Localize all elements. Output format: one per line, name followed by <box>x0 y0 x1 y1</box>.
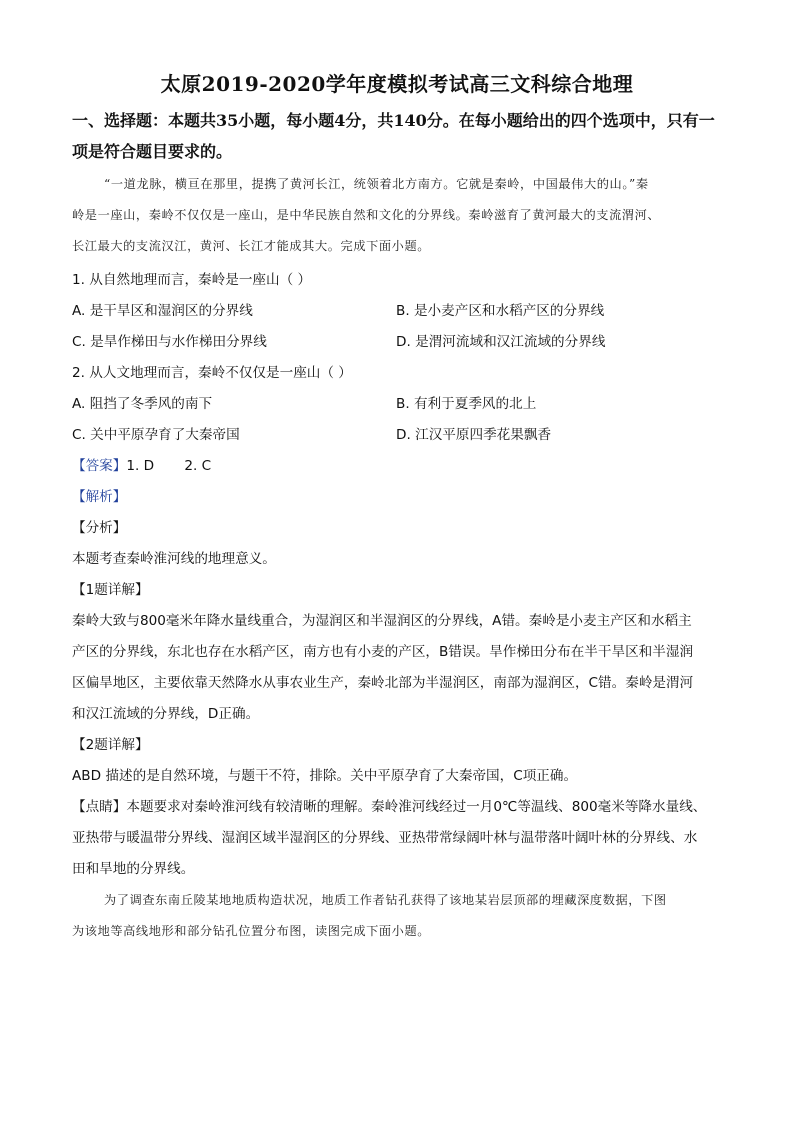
q2-option-c: C. 关中平原孕育了大秦帝国 <box>72 427 240 443</box>
q1-option-a: A. 是干旱区和湿润区的分界线 <box>72 303 253 319</box>
detail-1-tag: 【1题详解】 <box>72 582 149 598</box>
q1-option-b: B. 是小麦产区和水稻产区的分界线 <box>396 303 605 319</box>
section-heading-line-1: 一、选择题：本题共35小题，每小题4分，共140分。在每小题给出的四个选项中，只有一 <box>72 111 715 130</box>
dianjing-line-1 <box>72 795 722 815</box>
detail-1-line-2: 产区的分界线，东北也存在水稻产区，南方也有小麦的产区，B错误。旱作梯田分布在半干旱区和半湿润 <box>72 644 694 660</box>
analysis-tag: 【解析】 <box>72 489 127 505</box>
q2-option-d: D. 江汉平原四季花果飘香 <box>396 427 552 443</box>
passage1-line-3: 长江最大的支流汉江，黄河、长江才能成其大。完成下面小题。 <box>72 239 431 253</box>
question-1-stem: 1. 从自然地理而言，秦岭是一座山（ ） <box>72 272 312 288</box>
passage1-line-2: 岭是一座山，秦岭不仅仅是一座山，是中华民族自然和文化的分界线。秦岭滋育了黄河最大的支流渭河、 <box>72 208 661 222</box>
detail-1-line-4: 和汉江流域的分界线，D正确。 <box>72 706 260 722</box>
passage2-line-1: 为了调查东南丘陵某地地质构造状况，地质工作者钻孔获得了该地某岩层顶部的埋藏深度数据，下图 <box>104 893 667 907</box>
detail-1-line-1: 秦岭大致与800毫米年降水量线重合，为湿润区和半湿润区的分界线，A错。秦岭是小麦主产区和水稻主 <box>72 613 692 629</box>
answer-line <box>72 454 722 474</box>
passage2-line-2: 为该地等高线地形和部分钻孔位置分布图，读图完成下面小题。 <box>72 924 431 938</box>
detail-2-tag: 【2题详解】 <box>72 737 149 753</box>
fenxi-text: 本题考查秦岭淮河线的地理意义。 <box>72 551 276 567</box>
q2-option-b: B. 有利于夏季风的北上 <box>396 396 537 412</box>
dianjing-line-3: 田和旱地的分界线。 <box>72 861 195 877</box>
detail-1-line-3: 区偏旱地区，主要依靠天然降水从事农业生产，秦岭北部为半湿润区，南部为湿润区，C错。秦岭是渭河 <box>72 675 694 691</box>
passage1-line-1: “一道龙脉，横亘在那里，提携了黄河长江，统领着北方南方。它就是秦岭，中国最伟大的山。”秦 <box>104 177 649 191</box>
q1-option-d: D. 是渭河流域和汉江流域的分界线 <box>396 334 606 350</box>
page-title: 太原2019-2020学年度模拟考试高三文科综合地理 <box>160 72 634 96</box>
question-2-stem: 2. 从人文地理而言，秦岭不仅仅是一座山（ ） <box>72 365 352 381</box>
fenxi-tag: 【分析】 <box>72 520 127 536</box>
detail-2-text: ABD 描述的是自然环境，与题干不符，排除。关中平原孕育了大秦帝国，C项正确。 <box>72 768 578 784</box>
dianjing-text-1: 本题要求对秦岭淮河线有较清晰的理解。秦岭淮河线经过一月0℃等温线、800毫米等降水量线、 <box>126 799 707 815</box>
section-heading-line-2: 项是符合题目要求的。 <box>72 142 233 161</box>
answer-tag: 【答案】 <box>72 458 127 474</box>
dianjing-tag: 【点睛】 <box>72 799 127 815</box>
dianjing-line-2: 亚热带与暖温带分界线、湿润区域半湿润区的分界线、亚热带常绿阔叶林与温带落叶阔叶林的分界线、水 <box>72 830 698 846</box>
q2-option-a: A. 阻挡了冬季风的南下 <box>72 396 213 412</box>
q1-option-c: C. 是旱作梯田与水作梯田分界线 <box>72 334 267 350</box>
answer-text: 1. D 2. C <box>126 458 212 474</box>
